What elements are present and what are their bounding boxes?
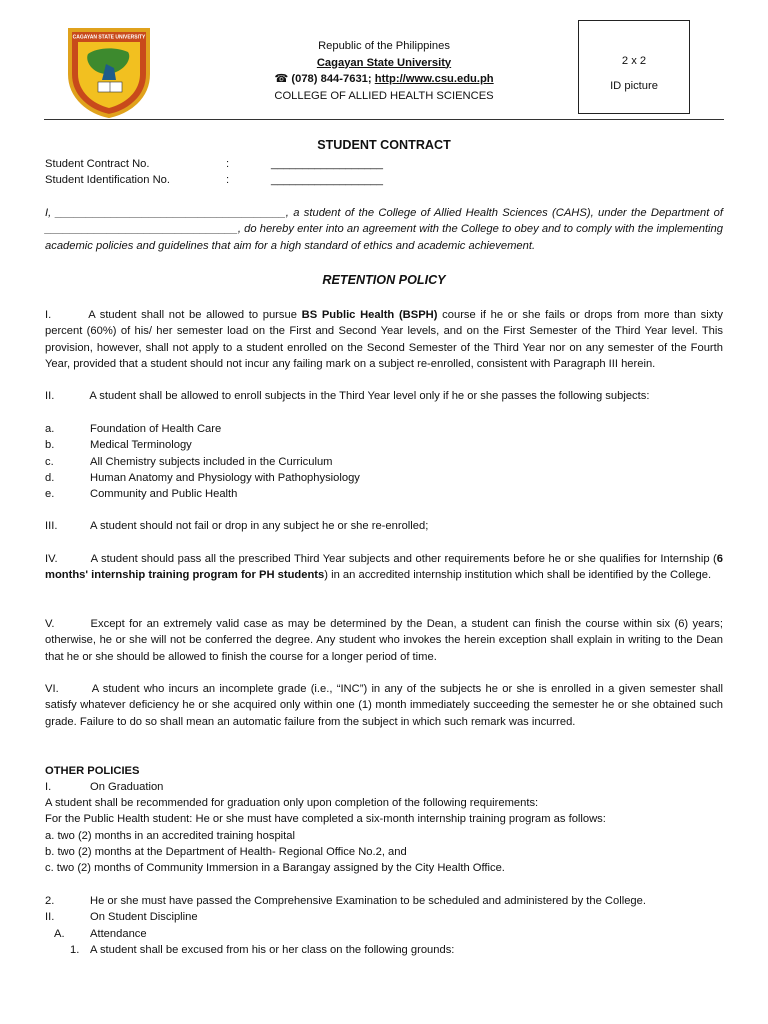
document-page: CAGAYAN STATE UNIVERSITY Republic of the Philippines Cagayan State University ☎ (078) 844-7631; http://www.csu.edu.ph COLLEGE OF ALLIED HEALTH SCIENCES 2 x 2 ID picture STUDENT CONTRACT Student Contract No. : __________________ Student Identification No. : __________________ I, _____________________________________, a student of the College of Allied Health Sciences (CAHS), under the Department of _______________________________, do hereby enter into an agreement with the College to obey and to comply with the implementing academic policies and guidelines that aim for a high standard of ethics and academic achievement. RETENTION POLICY I. A student shall not be allowed to pursue BS Public Health (BSPH) course if he or she fails or drops from more than sixty percent (60%) of his/ her semester load on the First and Second Year levels, and on the First Semester of the Third Year level. This provision, however, shall not apply to a student enrolled on the Second Semester of the Third Year nor on any semester of the Fourth Year, provided that a student should not incur any failing mark on a subject re-enrolled, consistent with Paragraph III herein. II. A student shall be allowed to enroll subjects in the Third Year level only if he or she passes the following subjects: a. Foundation of Health Care b. Medical Terminology c. All Chemistry subjects included in the Curriculum d. Human Anatomy and Physiology with Pathophysiology e. Community and Public Health III. A student should not fail or drop in any subject he or she re-enrolled; IV. A student should pass all the prescribed Third Year subjects and other requirements before he or she qualifies for Internship (6 months' internship training program for PH students) in an accredited internship institution which shall be identified by the College. V. Except for an extremely valid case as may be determined by the Dean, a student can finish the course within six (6) years; otherwise, he or she will not be conferred the degree. Any student who invokes the herein exception shall explain in writing to the Dean that he or she should be allowed to finish the course for a longer period of time. VI. A student who incurs an incomplete grade (i.e., “INC”) in any of the subjects he or she is enrolled in a given semester shall satisfy whatever deficiency he or she acquired only within one (1) month immediately succeeding the semester he or she obtained such grade. Failure to do so shall mean an automatic failure from the subject in which such remark was incurred. OTHER POLICIES I. On Graduation A student shall be recommended for graduation only upon completion of the following requirements: For the Public Health student: He or she must have completed a six-month internship training program as follows: a. two (2) months in an accredited training hospital b. two (2) months at the Department of Health- Regional Office No.2, and c. two (2) months of Community Immersion in a Barangay assigned by the City Health Office. 2. He or she must have passed the Comprehensive Examination to be scheduled and administered by the College. II. On Student Discipline A. Attendance 1. A student shall be excused from his or her class on the following grounds: bbox=[0, 0, 768, 1024]
college-name: COLLEGE OF ALLIED HEALTH SCIENCES bbox=[274, 89, 494, 102]
contact-line bbox=[190, 71, 578, 88]
retention-policy-title: RETENTION POLICY bbox=[322, 273, 446, 287]
field-colon: : bbox=[226, 174, 230, 186]
paragraph-number: IV. bbox=[45, 553, 58, 565]
id-picture-label: ID picture bbox=[610, 80, 658, 92]
student-id-field bbox=[45, 172, 383, 188]
field-label: Student Identification No. bbox=[45, 174, 171, 186]
intro-paragraph: I, _____________________________________, a student of the College of Allied Health Sciences (CAHS), under the Department of _______________________________, do hereby enter into an agreement with the College to obey and to comply with the implementing academic policies and guidelines that aim for a high standard of ethics and academic achievement. bbox=[45, 207, 723, 252]
internship-item-b: b. two (2) months at the Department of Health- Regional Office No.2, and bbox=[45, 846, 407, 858]
other-policies-heading: OTHER POLICIES bbox=[45, 765, 140, 777]
internship-item-a: a. two (2) months in an accredited training hospital bbox=[45, 830, 295, 842]
id-picture-box bbox=[578, 20, 690, 114]
retention-paragraph-1: I. A student shall not be allowed to pursue BS Public Health (BSPH) course if he or she fails or drops from more than sixty percent (60%) of his/ her semester load on the First and Second Year levels, and on the First Semester of the Third Year level. This provision, however, shall not apply to a student enrolled on the Second Semester of the Third Year nor on any semester of the Fourth Year, provided that a student should not incur any failing mark on a subject re-enrolled, consistent with Paragraph III herein. bbox=[45, 309, 723, 370]
document-title: STUDENT CONTRACT bbox=[317, 138, 451, 152]
paragraph-number: VI. bbox=[45, 683, 59, 695]
university-name: Cagayan State University bbox=[316, 56, 452, 69]
header-divider bbox=[44, 119, 724, 120]
paragraph-number: I. bbox=[45, 309, 52, 321]
field-colon: : bbox=[226, 158, 230, 170]
public-health-requirement-line: For the Public Health student: He or she must have completed a six-month internship training program as follows: bbox=[45, 813, 606, 825]
paragraph-number: II. bbox=[45, 390, 55, 402]
contract-no-field bbox=[45, 156, 383, 172]
retention-paragraph-2: II. A student shall be allowed to enroll subjects in the Third Year level only if he or she passes the following subjects: bbox=[45, 390, 650, 402]
graduation-requirements-line: A student shall be recommended for graduation only upon completion of the following requirements: bbox=[45, 797, 539, 809]
internship-item-c: c. two (2) months of Community Immersion in a Barangay assigned by the City Health Office. bbox=[45, 862, 505, 874]
website-link[interactable]: http://www.csu.edu.ph bbox=[374, 73, 494, 85]
telephone-icon: ☎ bbox=[274, 73, 289, 85]
letterhead bbox=[190, 38, 578, 104]
retention-paragraph-5: V. Except for an extremely valid case as may be determined by the Dean, a student can finish the course within six (6) years; otherwise, he or she will not be conferred the degree. Any student who invokes the herein exception shall explain in writing to the Dean that he or she should be allowed to finish the course for a longer period of time. bbox=[45, 618, 723, 663]
id-size-label: 2 x 2 bbox=[621, 55, 647, 67]
svg-text:CAGAYAN STATE UNIVERSITY: CAGAYAN STATE UNIVERSITY bbox=[72, 34, 146, 41]
republic-line: Republic of the Philippines bbox=[318, 40, 450, 52]
retention-paragraph-4: IV. A student should pass all the prescribed Third Year subjects and other requirements before he or she qualifies for Internship (6 months' internship training program for PH students) in an accredited internship institution which shall be identified by the College. bbox=[45, 553, 723, 582]
field-label: Student Contract No. bbox=[45, 158, 150, 170]
paragraph-number: V. bbox=[45, 618, 55, 630]
retention-paragraph-6: VI. A student who incurs an incomplete grade (i.e., “INC”) in any of the subjects he or she is enrolled in a given semester shall satisfy whatever deficiency he or she acquired only within one (1) month immediately succeeding the semester he or she obtained such grade. Failure to do so shall mean an automatic failure from the subject in which such remark was incurred. bbox=[45, 683, 723, 728]
phone-number: (078) 844-7631; bbox=[291, 73, 372, 85]
university-seal-logo bbox=[62, 24, 156, 118]
field-blank: __________________ bbox=[271, 158, 383, 170]
field-blank: __________________ bbox=[271, 174, 383, 186]
